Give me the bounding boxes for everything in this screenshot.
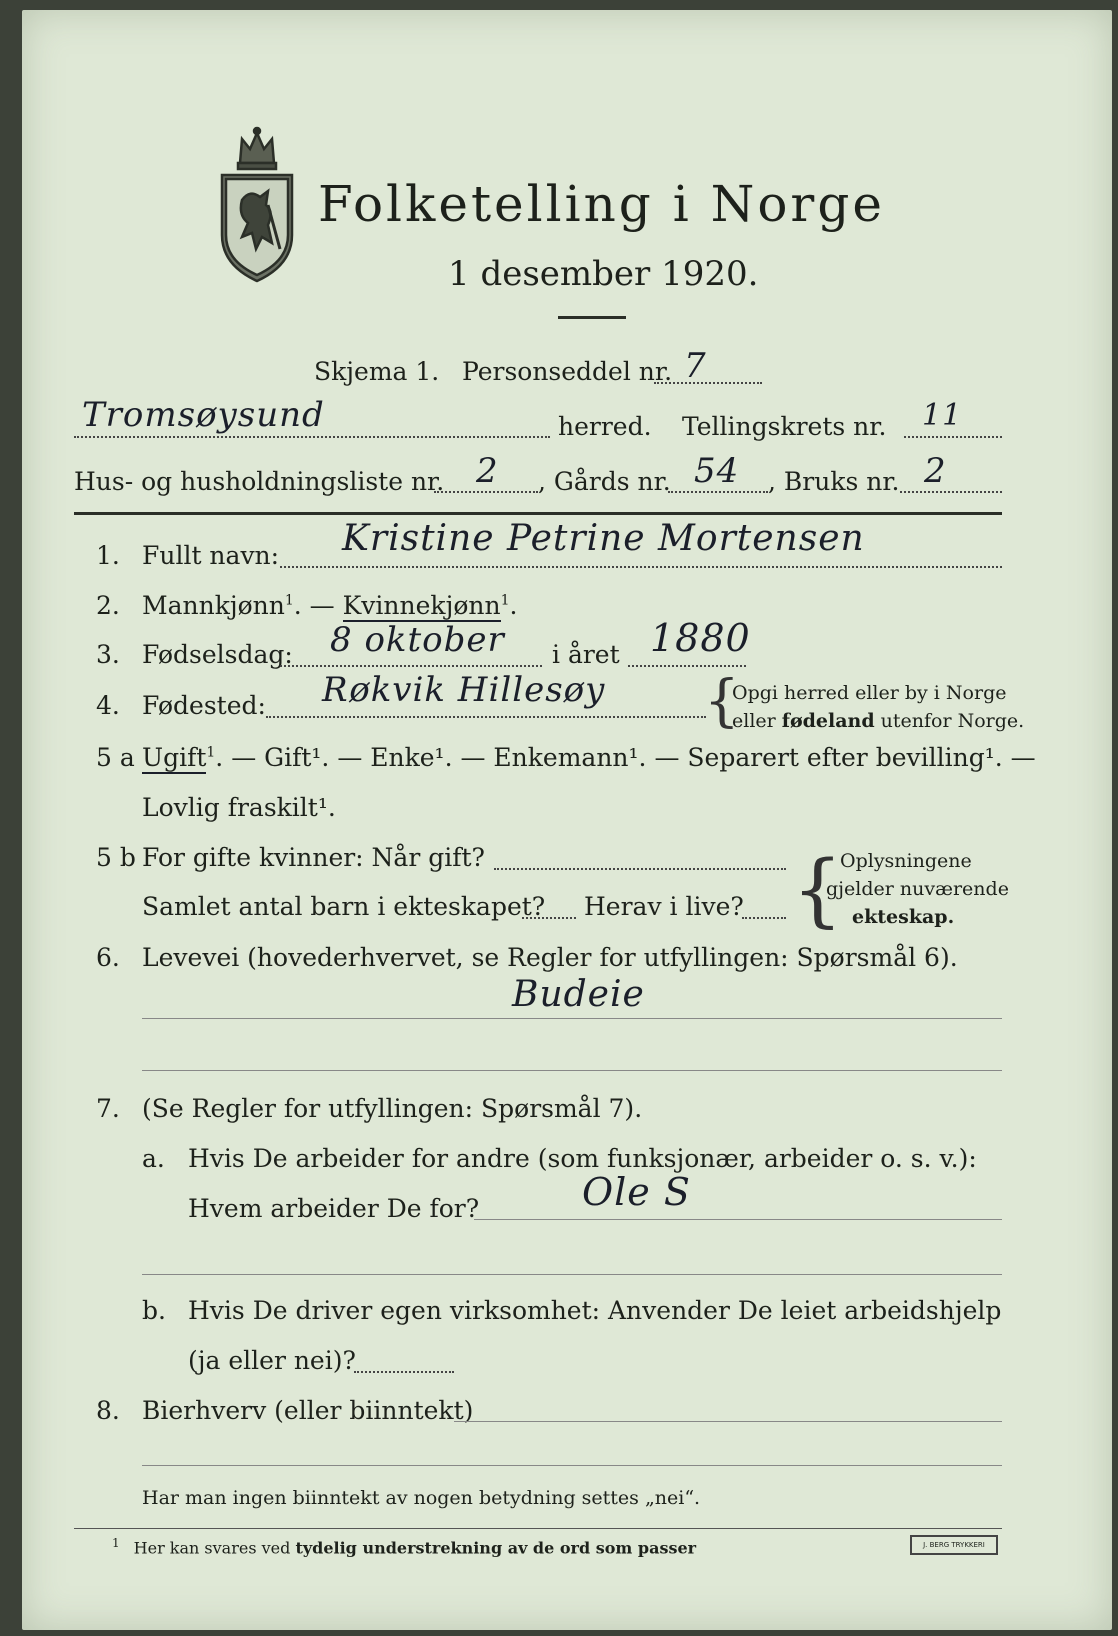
q5b-note-line2: gjelder nuværende xyxy=(826,878,1009,900)
q3-label: Fødselsdag: xyxy=(142,640,293,669)
q3-year-label: i året xyxy=(552,640,620,669)
q7-number: 7. xyxy=(96,1094,120,1123)
q7b-line1: Hvis De driver egen virksomhet: Anvender De leiet arbeidshjelp xyxy=(188,1296,1002,1325)
q2-female-option: Kvinnekjønn xyxy=(342,591,501,620)
bruks-line xyxy=(900,491,1002,493)
q8-line xyxy=(454,1421,1002,1422)
q4-value: Røkvik Hillesøy xyxy=(322,670,606,710)
q4-note-line1: Opgi herred eller by i Norge xyxy=(732,682,1007,704)
q4-number: 4. xyxy=(96,691,120,720)
q5b-alive-label: Herav i live? xyxy=(584,892,744,921)
q3-line xyxy=(280,665,542,667)
form-title: Folketelling i Norge xyxy=(318,175,885,233)
q1-value: Kristine Petrine Mortensen xyxy=(342,518,865,559)
q4-label: Fødested: xyxy=(142,691,266,720)
footer-note: Har man ingen biinntekt av nogen betydning settes „nei“. xyxy=(142,1487,701,1509)
q6-label: Levevei (hovederhvervet, se Regler for utfyllingen: Spørsmål 6). xyxy=(142,943,958,972)
q5b-label: For gifte kvinner: Når gift? xyxy=(142,843,485,872)
printer-stamp: J. BERG TRYKKERI xyxy=(910,1535,998,1555)
q7-label: (Se Regler for utfyllingen: Spørsmål 7). xyxy=(142,1094,643,1123)
q8-number: 8. xyxy=(96,1396,120,1425)
q5a-ugift-option: Ugift xyxy=(142,743,207,772)
q6-number: 6. xyxy=(96,943,120,972)
herred-value: Tromsøysund xyxy=(82,395,325,435)
q7b-answer-line xyxy=(354,1371,454,1373)
q2-options: Mannkjønn$^1$. — Kvinnekjønn$^1$. xyxy=(142,591,518,620)
q7a-extra-line xyxy=(142,1274,1002,1275)
q1-number: 1. xyxy=(96,541,120,570)
q3-year-value: 1880 xyxy=(650,616,751,660)
q5b-alive-line xyxy=(742,917,786,919)
footnote: $^1$ Her kan svares ved tydelig understrekning av de ord som passer xyxy=(112,1536,697,1558)
q5b-note-line1: Oplysningene xyxy=(840,850,972,872)
q7a-line1: Hvis De arbeider for andre (som funksjonær, arbeider o. s. v.): xyxy=(188,1144,977,1173)
q6-value: Budeie xyxy=(512,974,645,1015)
q4-note-brace: { xyxy=(704,669,740,734)
q8-label: Bierhverv (eller biinntekt) xyxy=(142,1396,474,1425)
personseddel-line xyxy=(654,382,762,384)
personseddel-label: Personseddel nr. xyxy=(462,357,673,386)
q6-line2 xyxy=(142,1070,1002,1071)
herred-line xyxy=(74,436,550,438)
q4-line xyxy=(266,716,706,718)
q5b-children-label: Samlet antal barn i ekteskapet? xyxy=(142,892,546,921)
census-form-sheet xyxy=(22,10,1112,1630)
tellingskrets-label: Tellingskrets nr. xyxy=(682,412,887,441)
gards-label: , Gårds nr. xyxy=(538,467,671,496)
q5a-options: Ugift$^1$. — Gift¹. — Enke¹. — Enkemann¹. — Separert efter bevilling¹. — xyxy=(142,743,1036,772)
q5b-married-line xyxy=(494,868,786,870)
husliste-value: 2 xyxy=(476,451,499,491)
census-date: 1 desember 1920. xyxy=(448,254,759,294)
bruks-value: 2 xyxy=(924,451,947,491)
q2-male-option: Mannkjønn xyxy=(142,591,285,620)
q2-number: 2. xyxy=(96,591,120,620)
q2-separator: . — xyxy=(293,591,343,620)
coat-of-arms-icon xyxy=(212,125,302,285)
q3-value: 8 oktober xyxy=(330,620,505,660)
schema-label: Skjema 1. xyxy=(314,357,440,386)
q3-number: 3. xyxy=(96,640,120,669)
q5a-line2: Lovlig fraskilt¹. xyxy=(142,793,336,822)
q1-label: Fullt navn: xyxy=(142,541,280,570)
tellingskrets-value: 11 xyxy=(922,398,963,433)
tellingskrets-line xyxy=(904,436,1002,438)
footer-divider xyxy=(74,1528,1002,1529)
q5a-number: 5 a xyxy=(96,743,135,772)
q5a-other-options: . — Gift¹. — Enke¹. — Enkemann¹. — Separert efter bevilling¹. — xyxy=(215,743,1036,772)
title-divider xyxy=(558,316,626,319)
q7a-letter: a. xyxy=(142,1144,165,1173)
q7a-line2: Hvem arbeider De for? xyxy=(188,1194,480,1223)
bruks-label: , Bruks nr. xyxy=(768,467,900,496)
husliste-label: Hus- og husholdningsliste nr. xyxy=(74,467,445,496)
q7a-employer-line xyxy=(474,1219,1002,1220)
q8-extra-line xyxy=(142,1465,1002,1466)
q5b-note-line3: ekteskap. xyxy=(852,906,955,928)
q5b-note-brace: { xyxy=(792,843,843,936)
husliste-line xyxy=(434,491,538,493)
gards-line xyxy=(668,491,768,493)
q1-line xyxy=(280,566,1002,568)
gards-value: 54 xyxy=(694,451,740,491)
q3-year-line xyxy=(628,665,746,667)
q5b-children-line xyxy=(522,917,576,919)
herred-label: herred. xyxy=(558,412,652,441)
header-divider xyxy=(74,512,1002,515)
q4-note-line2: eller fødeland utenfor Norge. xyxy=(732,710,1025,732)
q7a-value: Ole S xyxy=(582,1170,691,1214)
q6-line1 xyxy=(142,1018,1002,1019)
q7b-line2: (ja eller nei)? xyxy=(188,1346,356,1375)
q5b-number: 5 b xyxy=(96,843,136,872)
personseddel-value: 7 xyxy=(684,346,707,386)
q7b-letter: b. xyxy=(142,1296,166,1325)
